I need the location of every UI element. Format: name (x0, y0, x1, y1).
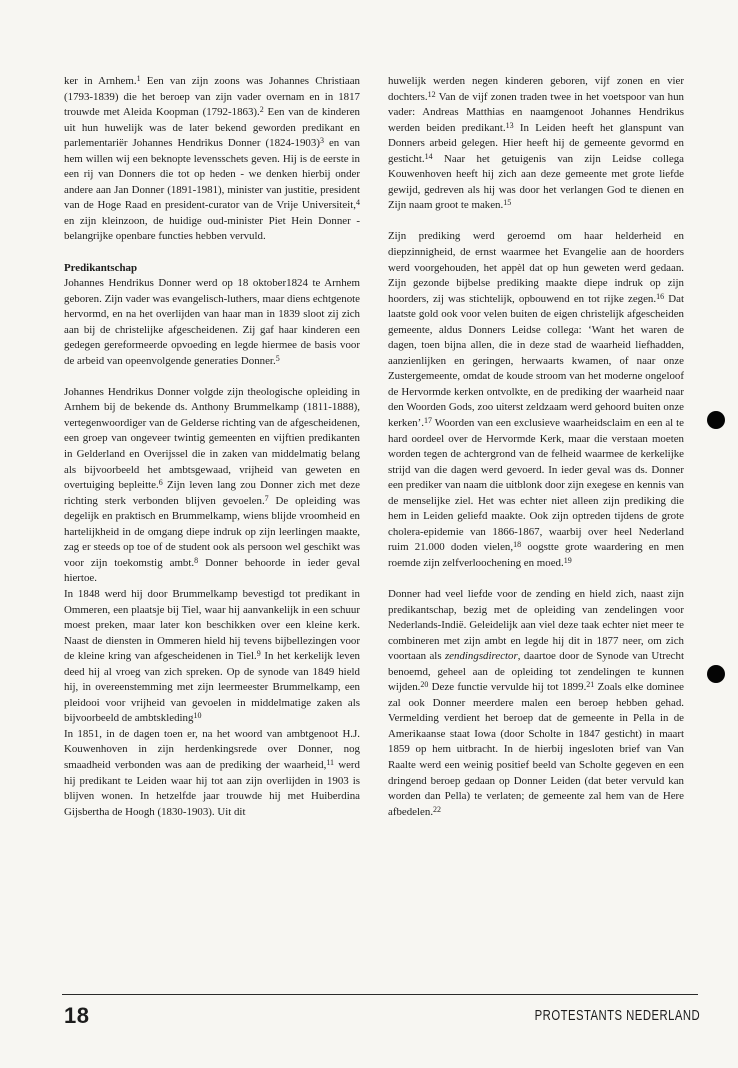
emphasis-term: zendingsdirector (444, 650, 518, 663)
footnote-ref: 2 (259, 105, 264, 115)
footnote-ref: 18 (513, 540, 522, 550)
footnote-ref: 19 (563, 555, 572, 565)
paragraph-leiden: In 1851, in de dagen toen er, na het woord van ambtgenoot H.J. Kouwenhoven in zijn herdenkingsrede over Donner, nog smaadheid verbonden was aan de prediking der waarheid,$^{11}$ werd hij predikant te Leiden waar hij tot aan zijn overlijden in 1903 is blijven wonen. In hetzelfde jaar trouwde hij met Huiberdina Gijsbertha de Hoogh (1830-1903). Uit dit (64, 727, 360, 818)
footnote-ref: 21 (586, 680, 595, 690)
footnote-ref: 7 (264, 493, 269, 503)
footnote-ref: 1 (136, 74, 141, 83)
footnote-ref: 15 (503, 198, 512, 208)
footnote-ref: 3 (319, 136, 324, 146)
page-number: 18 (64, 1003, 90, 1028)
footnote-ref: 4 (356, 198, 360, 208)
footnote-ref: 8 (194, 555, 199, 565)
left-column (64, 74, 360, 820)
footnote-ref: 6 (158, 478, 163, 488)
footnote-ref: 14 (424, 151, 433, 161)
paragraph-mission: Donner had veel liefde voor de zending en hield zich, naast zijn predikantschap, bezig met de opleiding van zendelingen voor Nederlands-Indië. Geleidelijk aan viel deze taak echter niet meer te combineren met zijn ambt en legde hij dit in 1877 neer, om zich voortaan als zendingsdirector, daartoe door de Synode van Utrecht benoemd, geheel aan de opleiding tot zendelingen te kunnen wijden.$^{20}$ Deze functie vervulde hij tot 1899.21 Zoals elke dominee zal ook Donner meerdere malen een beroep hebben gehad. Vermelding verdient het beroep dat de gemeente in Pella in de Amerikaanse staat Iowa (door Scholte in 1847 gesticht) in maart 1859 op hem uitbracht. In de hierbij ingesloten brief van Van Raalte werd een weinig positief beeld van Scholte gegeven en een dringend beroep gedaan op Donner Leiden (dat beter vervuld kan worden dan Pella) te verlaten; de gemeente zal hem van de Here afbedelen.$^{22}$ (388, 587, 684, 818)
footnote-ref: 13 (505, 120, 514, 130)
footnote-ref: 11 (326, 757, 335, 767)
footnote-ref: 20 (420, 680, 429, 690)
paragraph-ommeren: In 1848 werd hij door Brummelkamp bevestigd tot predikant in Ommeren, een plaatsje bij Tiel, waar hij aanvankelijk in een schuur moest preken, maar later kon beschikken over een kleine kerk. Naast de diensten in Ommeren hield hij tevens bijbellezingen voor de kleine kring van afgescheidenen in Tiel.$^9$ In het kerkelijk leven deed hij al vroeg van zich spreken. Op de synode van 1849 hield hij, in overeenstemming met zijn leermeester Brummelkamp, een pleidooi voor vrijheid van gevoelen in middelmatige zaken als bijvoorbeeld de ambtskleding$^{10}$ (64, 587, 360, 725)
footnote-ref: 17 (423, 415, 432, 425)
paragraph-preaching: Zijn prediking werd geroemd om haar helderheid en diepzinnigheid, de ernst waarmee het Evangelie aan de hoorders werd voorgehouden, het appèl dat op hun geweten werd gedaan. Zijn gezonde bijbelse prediking maakte diepe indruk op zijn hoorders, zij was stichtelijk, opbouwend en tot rijke zegen.$^{16}$ Dat laatste gold ook voor velen buiten de eigen christelijk afgescheiden gemeente, aldus Donners Leidse collega: ‘Want het waren de dagen, toen bijna allen, die in deze stad de waarheid liefhadden, aanzienlijken en geringen, herwaarts kwamen, of naar onze Zustergemeente, omdat de koude stroom van het moderne ongeloof de Hervormde kerken ontvolkte, en de prediking der waarheid naar den Woorden Gods, zoo uiterst zeldzaam werd gehoord buiten onze kerken’.$^{17}$ Woorden van een exclusieve waarheidsclaim en een al te hard oordeel over de Hervormde Kerk, maar die verstaan moeten worden tegen de achtergrond van de felheid waarmee de kerkelijke strijd van die dagen werd gevoerd. In ieder geval was ds. Donner een prediker van naam die uitblonk door zijn exegese en kennis van de menselijke ziel. Het was echter niet alleen zijn prediking die hem in Leiden geliefd maakte. Ook zijn optreden tijdens de grote cholera-epidemie van 1866-1867, waarbij over heel Nederland ruim 21.000 doden vielen,$^{18}$ oogstte grote waardering en men roemde zijn zelfverloochening en moed.$^{19}$ (388, 230, 684, 569)
punch-hole (707, 411, 725, 429)
footnote-ref: 22 (433, 804, 442, 814)
magazine-title: PROTESTANTS NEDERLAND (534, 1008, 700, 1024)
footnote-ref: 16 (656, 291, 665, 301)
paragraph-birth: Johannes Hendrikus Donner werd op 18 oktober1824 te Arnhem geboren. Zijn vader was evangelisch-luthers, maar diens echtgenote hervormd, en na het overlijden van haar man in 1839 sloot zij zich aan bij de christelijke afgescheidenen. Zij gaf haar kinderen een gedegen gereformeerde opvoeding en legde hiermee de basis voor de arbeid van opeenvolgende generaties Donner.$^5$ (64, 277, 360, 367)
paragraph-opening: ker in Arnhem.$^1$ Een van zijn zoons was Johannes Christiaan (1793-1839) die het beroep van zijn vader overnam en in 1817 trouwde met Aleida Koopman (1792-1863).$^2$ Een van de kinderen uit hun huwelijk was de later bekend geworden predikant en parlementariër Johannes Hendrikus Donner (1824-1903)$^3$ en van hem willen wij een beknopte levensschets geven. Hij is de eerste in een rij van Donners die tot op heden - we denken hierbij onder andere aan Jan Donner (1891-1981), minister van justitie, president van de Hoge Raad en president-curator van de Vrije Universiteit,$^4$ en zijn kleinzoon, de huidige oud-minister Piet Hein Donner - belangrijke openbare functies hebben vervuld. (64, 74, 360, 243)
footnote-ref: 10 (193, 711, 202, 721)
footnote-ref: 12 (427, 89, 436, 99)
paragraph-family: huwelijk werden negen kinderen geboren, vijf zonen en vier dochters.$^{12}$ Van de vijf zonen traden twee in het voetspoor van hun vader: Andreas Matthias en naamgenoot Johannes Hendrikus werden beiden predikant.$^{13}$ In Leiden heeft het glanspunt van Donners arbeid gelegen. Hier heeft hij de gemeente gevormd en gesticht.$^{14}$ Naar het getuigenis van zijn Leidse collega Kouwenhoven heeft hij zich aan deze gemeente met grote liefde gewijd, gedreven als hij was door het verlangen God te dienen en Zijn naam groot te maken.$^{15}$ (388, 75, 684, 212)
footnote-ref: 9 (256, 649, 261, 659)
section-heading: Predikantschap (64, 261, 138, 274)
right-column (388, 74, 684, 820)
footer-rule (62, 994, 698, 995)
paragraph-education: Johannes Hendrikus Donner volgde zijn theologische opleiding in Arnhem bij de bekende ds. Anthony Brummelkamp (1811-1888), vertegenwoordiger van de Gelderse richting van de afgescheidenen, een groep van ongeveer twintig gemeenten en vijftien predikanten in Gelderland en Overijssel die in zaken van middelmatig belang als bijvoorbeeld het ambtsgewaad, vrijheid van geweten en overtuiging bepleitte.$^6$ Zijn leven lang zou Donner zich met deze richting sterk verbonden blijven gevoelen.$^7$ De opleiding was degelijk en praktisch en Brummelkamp, wiens blijde vroomheid en hartelijkheid in de omgang diepe indruk op zijn leerlingen maakte, zag er steeds op toe of de student ook als persoon wel geschikt was voor zijn toekomstig ambt.$^8$ Donner behoorde in ieder geval hiertoe. (64, 385, 361, 585)
punch-hole (707, 665, 725, 683)
footnote-ref: 5 (275, 353, 280, 363)
